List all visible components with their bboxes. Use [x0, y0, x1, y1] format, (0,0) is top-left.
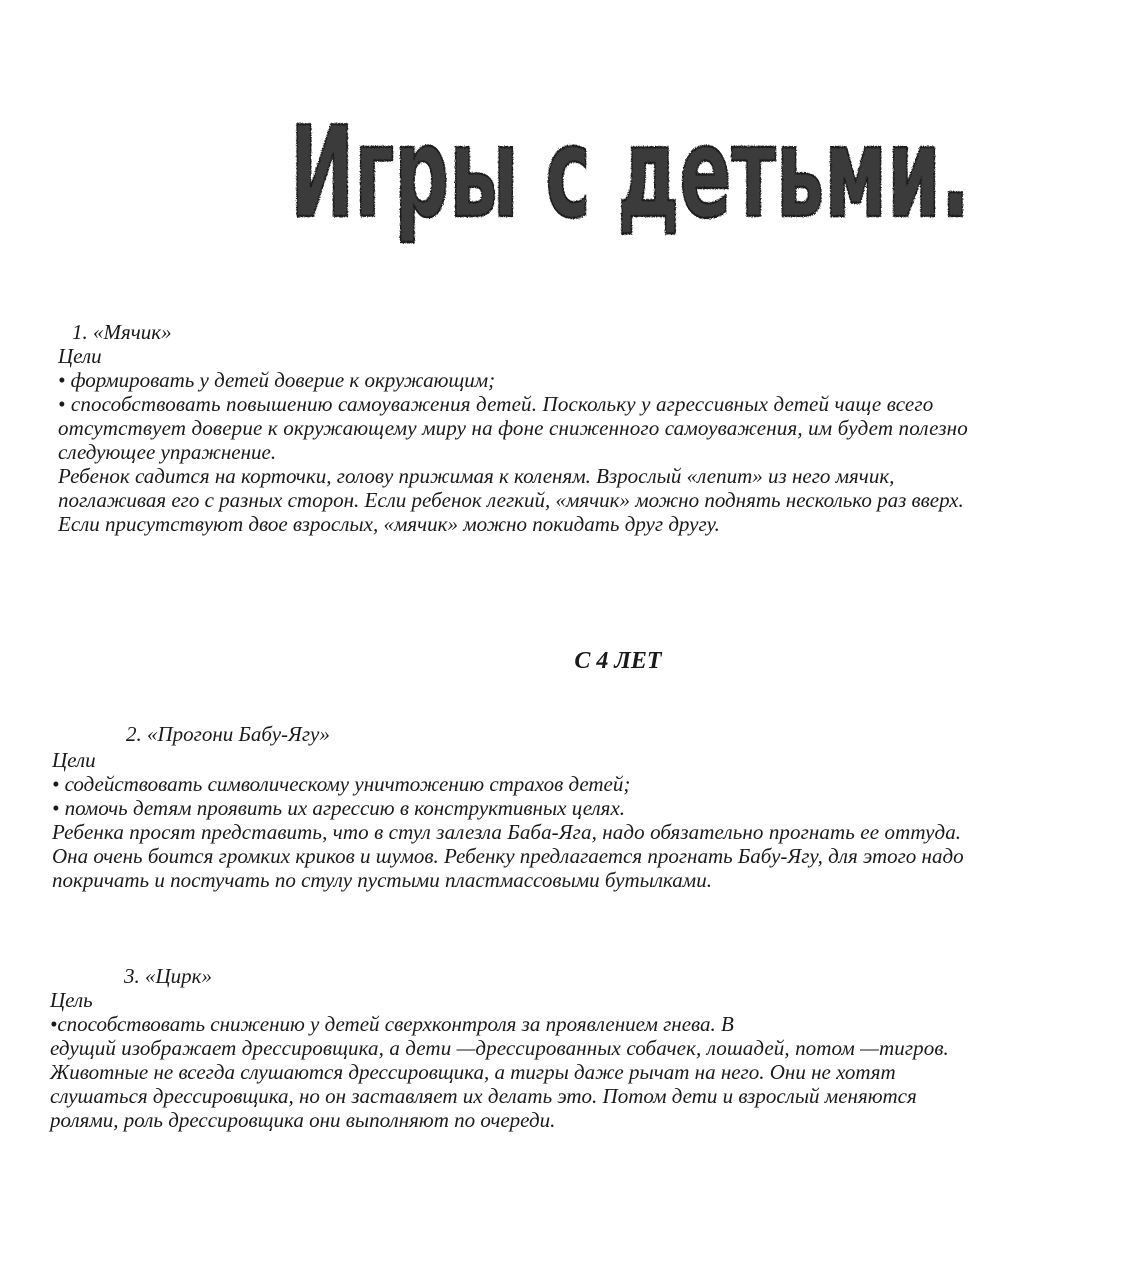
wordart-title-graphic: [280, 110, 980, 250]
section2-line: • содействовать символическому уничтожению страхов детей;: [52, 772, 631, 796]
section2-body: [52, 748, 964, 892]
section2-line: покричать и постучать по стулу пустыми пластмассовыми бутылками.: [52, 868, 712, 892]
section1-line: • формировать у детей доверие к окружающим;: [58, 368, 496, 392]
section3-line: Животные не всегда слушаются дрессировщика, а тигры даже рычат на него. Они не хотят: [50, 1060, 896, 1084]
section1-line: поглаживая его с разных сторон. Если ребенок легкий, «мячик» можно поднять несколько раз вверх.: [58, 488, 964, 512]
section2-line: Она очень боится громких криков и шумов. Ребенку предлагается прогнать Бабу-Ягу, для этого надо: [52, 844, 964, 868]
section2-goals-label: Цели: [52, 748, 96, 772]
section2-heading: [126, 722, 330, 746]
section1-heading-text: 1. «Мячик»: [72, 320, 172, 344]
section1-line: Если присутствуют двое взрослых, «мячик» можно покидать друг другу.: [58, 512, 720, 536]
section3-line: едущий изображает дрессировщика, а дети —дрессированных собачек, лошадей, потом —тигров.: [50, 1036, 949, 1060]
section3-heading: [124, 964, 212, 988]
section3-heading-text: 3. «Цирк»: [124, 964, 212, 988]
section3-line: •способствовать снижению у детей сверхконтроля за проявлением гнева. В: [50, 1012, 734, 1036]
section3-body: [50, 988, 949, 1132]
section1-line: • способствовать повышению самоуважения детей. Поскольку у агрессивных детей чаще всего: [58, 392, 934, 416]
section1-heading: [72, 320, 172, 344]
section2-line: • помочь детям проявить их агрессию в конструктивных целях.: [52, 796, 626, 820]
section3-line: слушаться дрессировщика, но он заставляет их делать это. Потом дети и взрослый меняются: [50, 1084, 917, 1108]
section3-goals-label: Цель: [50, 988, 93, 1012]
section2-heading-text: 2. «Прогони Бабу-Ягу»: [126, 722, 330, 746]
section1-line: следующее упражнение.: [58, 440, 277, 464]
section1-body: [58, 344, 968, 536]
section1-goals-label: Цели: [58, 344, 102, 368]
section1-line: Ребенок садится на корточки, голову прижимая к коленям. Взрослый «лепит» из него мячик,: [58, 464, 895, 488]
age-heading: С 4 ЛЕТ: [574, 648, 662, 674]
section1-line: отсутствует доверие к окружающему миру на фоне сниженного самоуважения, им будет полезно: [58, 416, 968, 440]
title-text: Игры с детьми.: [290, 110, 971, 247]
section3-line: ролями, роль дрессировщика они выполняют по очереди.: [50, 1108, 556, 1132]
section2-line: Ребенка просят представить, что в стул залезла Баба-Яга, надо обязательно прогнать ее оттуда.: [52, 820, 962, 844]
page-title: [280, 110, 980, 250]
